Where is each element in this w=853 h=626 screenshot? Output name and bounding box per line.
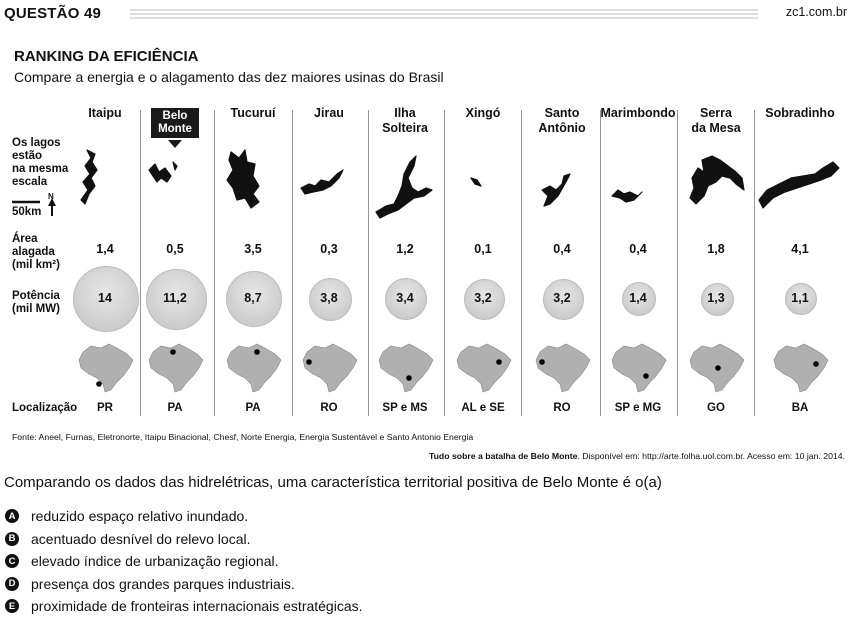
option-letter-badge: B <box>5 532 19 546</box>
plant-name <box>289 106 369 121</box>
column-divider <box>368 110 369 416</box>
question-text: Comparando os dados das hidrelétricas, uma característica territorial positiva de Belo Monte é o(a) <box>4 474 662 491</box>
lakes-label-line: escala <box>12 176 48 188</box>
answer-option[interactable] <box>5 553 279 569</box>
scale-label: 50km <box>12 206 42 218</box>
power-label-line: Potência <box>12 290 60 302</box>
plant-name-line: Jirau <box>314 106 344 120</box>
brazil-map-icon <box>770 342 830 394</box>
location-value: PA <box>245 402 261 414</box>
brazil-map-icon <box>686 342 746 394</box>
chart-title: RANKING DA EFICIÊNCIA <box>14 48 199 65</box>
lake-shape-icon <box>757 148 843 223</box>
lake-shape-icon <box>686 148 746 223</box>
plant-name-line: Santo <box>544 106 580 120</box>
plant-name-line: da Mesa <box>691 121 741 135</box>
location-value: PR <box>97 402 113 414</box>
power-value: 1,4 <box>629 291 647 305</box>
lake-shape-icon <box>374 148 436 223</box>
option-text: elevado índice de urbanização regional. <box>31 553 279 569</box>
brazil-map-icon <box>223 342 283 394</box>
power-value: 3,8 <box>320 291 338 305</box>
location-value: RO <box>320 402 338 414</box>
plant-name-line: Xingó <box>465 106 501 120</box>
option-letter-badge: A <box>5 509 19 523</box>
credit-text: . Disponível em: http://arte.folha.uol.com.br. Acesso em: 10 jan. 2014. <box>577 451 845 461</box>
plant-name-line: Antônio <box>538 121 586 135</box>
column-divider <box>600 110 601 416</box>
lake-shape-icon <box>75 148 135 223</box>
area-value: 0,1 <box>474 242 492 256</box>
option-letter-badge: D <box>5 577 19 591</box>
question-header <box>0 0 853 28</box>
plant-name-line: Marimbondo <box>600 106 676 120</box>
plant-name-line: Itaipu <box>88 106 122 120</box>
area-value: 0,4 <box>553 242 571 256</box>
option-text: acentuado desnível do relevo local. <box>31 530 251 547</box>
plant-name-line: Monte <box>158 123 192 135</box>
lakes-label-line: na mesma <box>12 163 69 175</box>
option-text: proximidade de fronteiras internacionais estratégicas. <box>31 598 363 614</box>
brazil-map-icon <box>608 342 668 394</box>
location-label: Localização <box>12 402 78 414</box>
question-number: QUESTÃO 49 <box>4 5 102 22</box>
brazil-map-icon <box>299 342 359 394</box>
credit-title: Tudo sobre a batalha de Belo Monte <box>428 451 578 461</box>
location-value: SP e MS <box>382 402 428 414</box>
lake-shape-icon <box>532 148 592 223</box>
plant-name <box>365 106 445 136</box>
chart-subtitle: Compare a energia e o alagamento das dez maiores usinas do Brasil <box>14 69 444 85</box>
power-value: 3,2 <box>474 291 492 305</box>
area-value: 1,2 <box>396 242 414 256</box>
plant-name <box>522 106 602 136</box>
power-value: 8,7 <box>244 291 262 305</box>
column-divider <box>444 110 445 416</box>
brazil-map-icon <box>375 342 435 394</box>
power-value: 3,4 <box>396 291 414 305</box>
brazil-map-icon <box>75 342 135 394</box>
area-value: 1,4 <box>96 242 114 256</box>
area-label-line: Área <box>12 233 38 245</box>
plant-name <box>65 106 145 121</box>
column-divider <box>677 110 678 416</box>
plant-name <box>213 106 293 121</box>
option-letter-badge: C <box>5 554 19 568</box>
plant-name <box>760 106 840 121</box>
lake-shape-icon <box>608 148 668 223</box>
power-value: 14 <box>98 291 112 305</box>
area-label-line: (mil km²) <box>12 259 60 271</box>
lakes-label-line: estão <box>12 150 43 162</box>
credit-note <box>429 451 845 461</box>
option-letter-badge: E <box>5 599 19 613</box>
power-label-line: (mil MW) <box>12 303 60 315</box>
area-label-line: alagada <box>12 246 55 258</box>
lakes-label-line: Os lagos <box>12 137 61 149</box>
column-divider <box>292 110 293 416</box>
plant-name <box>443 106 523 121</box>
area-value: 3,5 <box>244 242 262 256</box>
plant-name-line: Serra <box>700 106 732 120</box>
option-text: reduzido espaço relativo inundado. <box>31 508 249 524</box>
location-value: GO <box>707 402 725 414</box>
lakes-label <box>12 137 68 189</box>
area-value: 0,5 <box>166 242 184 256</box>
plant-name-line: Solteira <box>382 121 428 135</box>
plant-name-belo-monte <box>151 108 199 138</box>
power-value: 11,2 <box>163 291 187 305</box>
plant-name-line: Tucuruí <box>230 106 276 120</box>
highlight-arrow-icon <box>168 140 182 148</box>
power-value: 1,1 <box>791 291 809 305</box>
area-value: 0,4 <box>629 242 647 256</box>
column-divider <box>140 110 141 416</box>
answer-option[interactable] <box>5 531 250 547</box>
answer-option[interactable] <box>5 508 248 524</box>
plant-name <box>598 106 678 121</box>
brazil-map-icon <box>532 342 592 394</box>
location-value: AL e SE <box>461 402 505 414</box>
source-note: Fonte: Aneel, Furnas, Eletronorte, Itaipu Binacional, Chesf, Norte Energia, Energia Sustentável e Santo Antonio Energia <box>12 432 474 442</box>
lake-shape-icon <box>299 148 359 223</box>
power-label <box>12 290 60 316</box>
location-value: SP e MG <box>614 402 662 414</box>
option-text: presença dos grandes parques industriais. <box>31 575 295 592</box>
plant-name <box>676 106 756 136</box>
plant-name-line: Ilha <box>394 106 416 120</box>
power-value: 3,2 <box>553 291 571 305</box>
area-label <box>12 233 60 272</box>
lake-shape-icon <box>145 148 205 223</box>
plant-name-line: Sobradinho <box>765 106 835 120</box>
location-value: RO <box>553 402 571 414</box>
area-value: 1,8 <box>707 242 725 256</box>
north-label: N <box>48 192 54 201</box>
lake-shape-icon <box>453 148 513 223</box>
location-value: BA <box>791 402 809 414</box>
column-divider <box>754 110 755 416</box>
area-value: 4,1 <box>791 242 809 256</box>
plant-name-line: Belo <box>162 110 188 122</box>
header-rule <box>130 8 758 20</box>
brazil-map-icon <box>453 342 513 394</box>
location-value: PA <box>167 402 183 414</box>
brazil-map-icon <box>145 342 205 394</box>
power-value: 1,3 <box>707 291 725 305</box>
site-label: zc1.com.br <box>785 5 847 19</box>
answer-option[interactable] <box>5 576 295 592</box>
lake-shape-icon <box>223 148 283 223</box>
column-divider <box>521 110 522 416</box>
area-value: 0,3 <box>320 242 338 256</box>
column-divider <box>214 110 215 416</box>
answer-option[interactable] <box>5 598 363 614</box>
